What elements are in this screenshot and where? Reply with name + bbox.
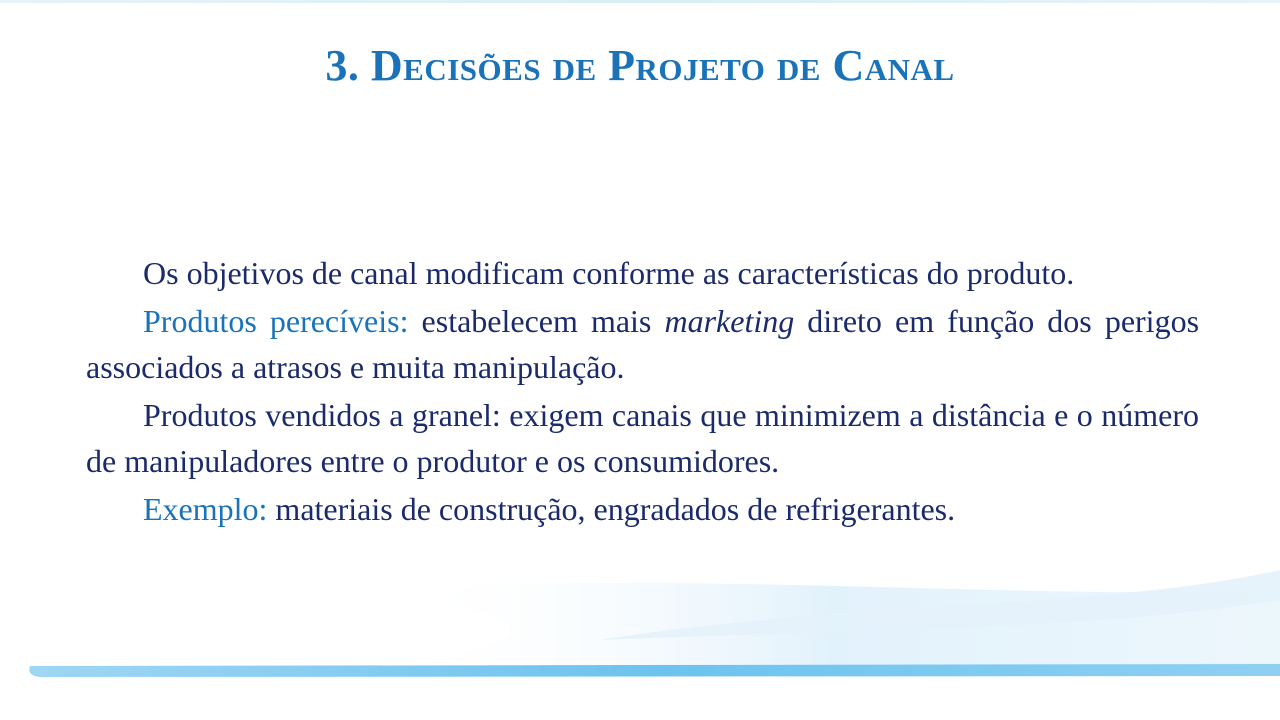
paragraph-label: Exemplo:: [143, 491, 268, 527]
paragraph-bulk-products: [86, 392, 1199, 484]
slide-body: [86, 250, 1199, 534]
emphasis-text: marketing: [664, 303, 795, 339]
paragraph-objectives: [86, 250, 1199, 296]
paragraph-perishable-products: [86, 298, 1199, 390]
paragraph-example: [86, 486, 1199, 532]
paragraph-text: direto em função dos perigos associados a atrasos e muita manipulação.: [86, 303, 1200, 385]
paragraph-text: estabelecem mais: [408, 303, 665, 339]
slide-title: 3. Decisões de Projeto de Canal: [325, 41, 955, 90]
paragraph-label: Produtos perecíveis:: [143, 303, 409, 339]
paragraph-text: Produtos vendidos a granel: exigem canais que minimizem a distância e o número de manipuladores entre o produtor e os consumidores.: [86, 397, 1199, 479]
paragraph-text: Os objetivos de canal modificam conforme as características do produto.: [143, 255, 1075, 291]
paragraph-text: materiais de construção, engradados de refrigerantes.: [267, 491, 956, 527]
